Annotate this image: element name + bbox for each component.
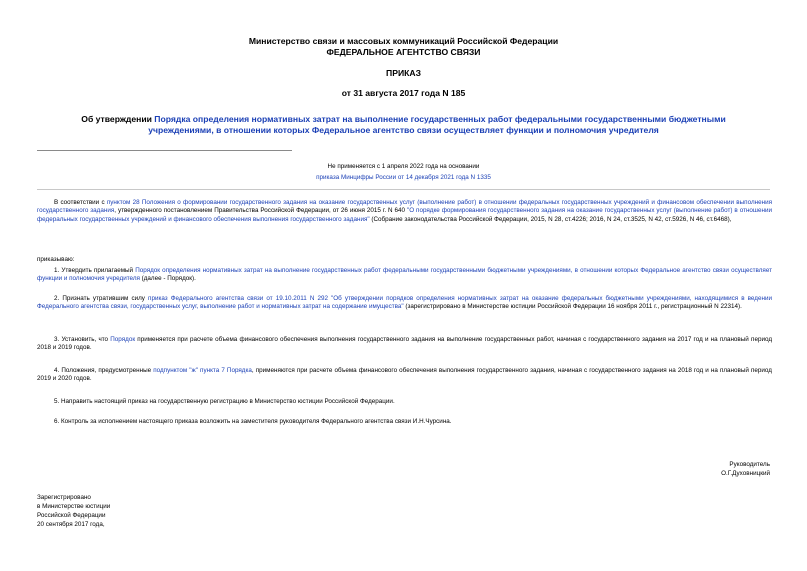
item-2-paragraph: 2. Признать утратившим силу приказ Федерального агентства связи от 19.10.2011 N 292 "Об утверждении порядков определения нормативных затрат на оказание федеральных бюджетными учреждениями, находящимися в ведении Федерального агентства связи, государственных услуг, выполнение работ и нормативных затрат на содержание имущества" (зарегистрировано в Министерстве юстиции Российской Федерации 16 ноября 2011 г., регистрационный N 22314). — [37, 295, 772, 311]
ministry-name: Министерство связи и массовых коммуникаций Российской Федерации — [248, 36, 559, 46]
notice-order-link[interactable]: приказа Минцифры России от 14 декабря 2021 года N 1335 — [316, 174, 491, 181]
title-order-link[interactable]: Порядка определения нормативных затрат на выполнение государственных работ федеральными государственными бюджетными — [154, 114, 726, 124]
signature-block — [721, 460, 770, 478]
regulation-link[interactable]: пунктом 28 Положения о формировании государственного задания на оказание государственных услуг (выполнение работ) в отношении федеральных государственных учреждений и финансовом обеспечении выполнения государственного задания — [37, 199, 772, 215]
item-6-paragraph: 6. Контроль за исполнением настоящего приказа возложить на заместителя руководителя Федерального агентства связи И.Н.Чурсина. — [54, 418, 452, 425]
document-type: ПРИКАЗ — [386, 68, 421, 78]
resolution-link[interactable]: "О порядке формирования государственного задания на оказание государственных услуг (выполнение работ) в отношении федеральных государственных учреждений и финансового обеспечения выполнения государственного задания" — [37, 207, 772, 223]
item-3-paragraph: 3. Установить, что Порядок применяется при расчете объема финансового обеспечения выполнения государственного задания на выполнение государственных работ, начиная с государственного задания на 2017 год и на плановый период 2018 и 2019 годов. — [37, 336, 773, 352]
title-prefix: Об утверждении — [81, 114, 155, 124]
registration-line1: Зарегистрировано — [37, 494, 91, 501]
item-4-paragraph: 4. Положения, предусмотренные подпунктом "ж" пункта 7 Порядка, применяются при расчете объема финансового обеспечения выполнения государственного задания, начиная с государственного задания на 2018 год и на плановый период 2019 и 2020 годов. — [37, 367, 772, 383]
item-5-paragraph: 5. Направить настоящий приказ на государственную регистрацию в Министерство юстиции Российской Федерации. — [54, 398, 395, 405]
signatory-name: О.Г.Духовницкий — [721, 470, 770, 477]
registration-block — [37, 493, 110, 529]
notice-line2 — [0, 174, 807, 181]
notice-line1: Не применяется с 1 апреля 2022 года на основании — [327, 163, 480, 170]
title-order-link-continued[interactable]: учреждениями, в отношении которых Федеральное агентство связи осуществляет функции и полномочия учредителя — [148, 125, 659, 135]
registration-line4: 20 сентября 2017 года, — [37, 521, 105, 528]
preamble-paragraph: В соответствии с пунктом 28 Положения о формировании государственного задания на оказание государственных услуг (выполнение работ) в отношении федеральных государственных учреждений и финансовом обеспечении выполнения государственного задания, утвержденного постановлением Правительства Российской Федерации, от 26 июня 2015 г. N 640 "О порядке формирования государственного задания на оказание государственных услуг (выполнение работ) в отношении федеральных государственных учреждений и финансового обеспечения выполнения государственного задания" (Собрание законодательства Российской Федерации, 2015, N 28, ст.4226; 2016, N 24, ст.3525, N 42, ст.5926, N 46, ст.6468), — [37, 199, 772, 223]
document-date-number: от 31 августа 2017 года N 185 — [341, 88, 466, 98]
order-word: приказываю: — [37, 256, 75, 263]
signatory-role: Руководитель — [729, 461, 770, 468]
separator-short — [37, 150, 292, 151]
procedure-link[interactable]: Порядок определения нормативных затрат на выполнение государственных работ федеральными государственными бюджетными учреждениями, в отношении которых Федеральное агентство связи осуществляет функции и полномочия учредителя — [37, 267, 773, 283]
registration-line3: Российской Федерации — [37, 512, 106, 519]
procedure-short-link[interactable]: Порядок — [110, 336, 136, 343]
subclause-link[interactable]: подпунктом "ж" пункта 7 Порядка — [153, 367, 252, 374]
registration-line2: в Министерстве юстиции — [37, 503, 111, 510]
item-1-paragraph: 1. Утвердить прилагаемый Порядок определения нормативных затрат на выполнение государственных работ федеральными государственными бюджетными учреждениями, в отношении которых Федеральное агентство связи осуществляет функции и полномочия учредителя (далее - Порядок). — [37, 267, 773, 283]
agency-name: ФЕДЕРАЛЬНОЕ АГЕНТСТВО СВЯЗИ — [326, 47, 481, 57]
document-title-line1 — [0, 114, 807, 124]
separator-long — [37, 189, 770, 190]
document-title-line2 — [0, 125, 807, 135]
repealed-order-link[interactable]: приказ Федерального агентства связи от 19.10.2011 N 292 "Об утверждении порядков определения нормативных затрат на оказание федеральных бюджетными учреждениями, находящимися в ведении Федерального агентства связи, государственных услуг, выполнение работ и нормативных затрат на содержание имущества" — [37, 295, 772, 311]
